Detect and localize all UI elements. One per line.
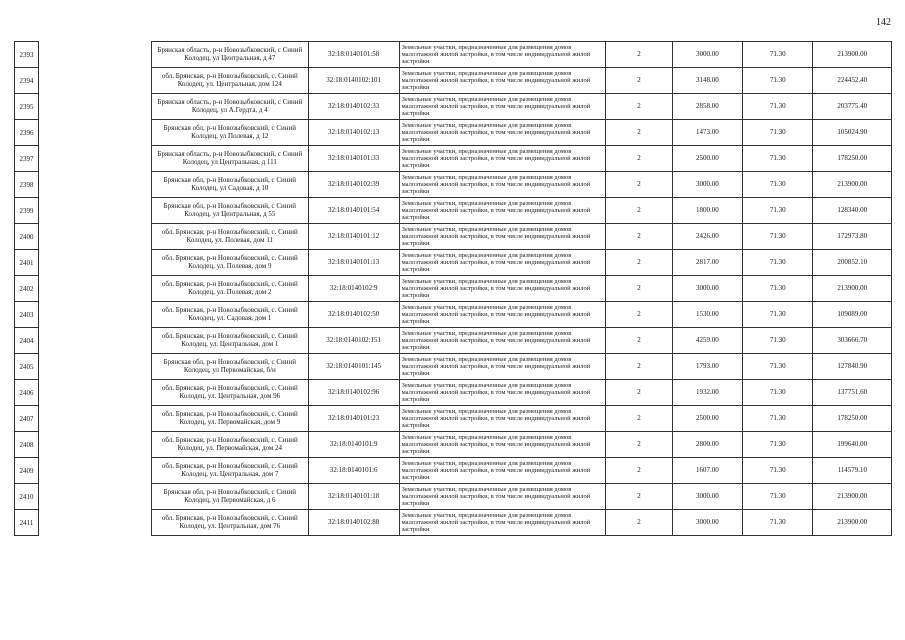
land-use-cell: Земельные участки, предназначенные для размещения домов малоэтажной жилой застройки, в том числе индивидуальной жилой застройки — [399, 484, 606, 510]
row-number: 2411 — [15, 510, 39, 536]
cadastral-value-cell: 109089.00 — [813, 302, 892, 328]
area-cell: 1932.00 — [672, 380, 743, 406]
address-cell: Брянская обл, р-н Новозыбковский, с Синий Колодец, ул Садовая, д 10 — [152, 172, 309, 198]
row-number: 2410 — [15, 484, 39, 510]
area-cell: 1800.00 — [672, 198, 743, 224]
group-number-cell: 2 — [606, 68, 672, 94]
row-number: 2407 — [15, 406, 39, 432]
area-cell: 1473.00 — [672, 120, 743, 146]
cadastral-value-cell: 303666.70 — [813, 328, 892, 354]
group-number-cell: 2 — [606, 198, 672, 224]
table-row — [152, 172, 892, 198]
table-row — [152, 198, 892, 224]
cadastral-number-cell: 32:18:0140102:88 — [308, 510, 399, 536]
cadastral-number-cell: 32:18:0140102:101 — [308, 68, 399, 94]
address-cell: обл. Брянская, р-н Новозыбковский, с. Синий Колодец, ул. Центральная, дом 124 — [152, 68, 309, 94]
group-number-cell: 2 — [606, 328, 672, 354]
row-number: 2400 — [15, 224, 39, 250]
row-number-row — [15, 276, 39, 302]
area-cell: 3000.00 — [672, 172, 743, 198]
land-use-cell: Земельные участки, предназначенные для размещения домов малоэтажной жилой застройки, в том числе индивидуальной жилой застройки — [399, 458, 606, 484]
row-number: 2403 — [15, 302, 39, 328]
address-cell: Брянская обл, р-н Новозыбковский, с Синий Колодец, ул Первомайская, д 6 — [152, 484, 309, 510]
table-row — [152, 94, 892, 120]
area-cell: 2817.00 — [672, 250, 743, 276]
row-number: 2409 — [15, 458, 39, 484]
address-cell: обл. Брянская, р-н Новозыбковский, с. Синий Колодец, ул. Полевая, дом 11 — [152, 224, 309, 250]
cadastral-number-cell: 32:18:0140101:6 — [308, 458, 399, 484]
land-use-cell: Земельные участки, предназначенные для размещения домов малоэтажной жилой застройки, в том числе индивидуальной жилой застройки — [399, 276, 606, 302]
group-number-cell: 2 — [606, 146, 672, 172]
table-row — [152, 458, 892, 484]
table-row — [152, 224, 892, 250]
group-number-cell: 2 — [606, 354, 672, 380]
area-cell: 2426.00 — [672, 224, 743, 250]
specific-value-cell: 71.30 — [743, 406, 813, 432]
area-cell: 1793.00 — [672, 354, 743, 380]
table-row — [152, 484, 892, 510]
cadastral-number-cell: 32:18:0140101:145 — [308, 354, 399, 380]
group-number-cell: 2 — [606, 42, 672, 68]
group-number-cell: 2 — [606, 406, 672, 432]
group-number-cell: 2 — [606, 250, 672, 276]
cadastral-value-cell: 178250.00 — [813, 406, 892, 432]
cadastral-number-cell: 32:18:0140101:23 — [308, 406, 399, 432]
land-use-cell: Земельные участки, предназначенные для размещения домов малоэтажной жилой застройки, в том числе индивидуальной жилой застройки — [399, 432, 606, 458]
table-row — [152, 42, 892, 68]
address-cell: Брянская область, р-н Новозыбковский, с Синий Колодец, ул А.Гердта, д 4 — [152, 94, 309, 120]
land-use-cell: Земельные участки, предназначенные для размещения домов малоэтажной жилой застройки, в том числе индивидуальной жилой застройки — [399, 380, 606, 406]
table-row — [152, 380, 892, 406]
specific-value-cell: 71.30 — [743, 510, 813, 536]
land-use-cell: Земельные участки, предназначенные для размещения домов малоэтажной жилой застройки, в том числе индивидуальной жилой застройки — [399, 354, 606, 380]
land-use-cell: Земельные участки, предназначенные для размещения домов малоэтажной жилой застройки, в том числе индивидуальной жилой застройки — [399, 146, 606, 172]
address-cell: обл. Брянская, р-н Новозыбковский, с. Синий Колодец, ул. Центральная, дом 1 — [152, 328, 309, 354]
row-number-row — [15, 42, 39, 68]
row-number-row — [15, 94, 39, 120]
specific-value-cell: 71.30 — [743, 276, 813, 302]
row-number: 2399 — [15, 198, 39, 224]
row-number-row — [15, 250, 39, 276]
specific-value-cell: 71.30 — [743, 42, 813, 68]
cadastral-number-cell: 32:18:0140102:39 — [308, 172, 399, 198]
cadastral-number-cell: 32:18:0140101:9 — [308, 432, 399, 458]
table-row — [152, 276, 892, 302]
address-cell: обл. Брянская, р-н Новозыбковский, с. Синий Колодец, ул. Полевая, дом 9 — [152, 250, 309, 276]
land-use-cell: Земельные участки, предназначенные для размещения домов малоэтажной жилой застройки, в том числе индивидуальной жилой застройки — [399, 68, 606, 94]
row-number-row — [15, 432, 39, 458]
cadastral-number-cell: 32:18:0140102:9 — [308, 276, 399, 302]
cadastral-number-cell: 32:18:0140101:13 — [308, 250, 399, 276]
land-use-cell: Земельные участки, предназначенные для размещения домов малоэтажной жилой застройки, в том числе индивидуальной жилой застройки — [399, 198, 606, 224]
address-cell: обл. Брянская, р-н Новозыбковский, с. Синий Колодец, ул. Центральная, дом 96 — [152, 380, 309, 406]
group-number-cell: 2 — [606, 120, 672, 146]
row-number: 2394 — [15, 68, 39, 94]
row-number-row — [15, 302, 39, 328]
table-row — [152, 146, 892, 172]
cadastral-value-cell: 213900.00 — [813, 172, 892, 198]
row-number-row — [15, 458, 39, 484]
specific-value-cell: 71.30 — [743, 328, 813, 354]
row-number: 2396 — [15, 120, 39, 146]
row-number-row — [15, 354, 39, 380]
land-use-cell: Земельные участки, предназначенные для размещения домов малоэтажной жилой застройки, в том числе индивидуальной жилой застройки — [399, 510, 606, 536]
group-number-cell: 2 — [606, 94, 672, 120]
area-cell: 1530.00 — [672, 302, 743, 328]
row-number-row — [15, 406, 39, 432]
table-row — [152, 354, 892, 380]
area-cell: 3000.00 — [672, 510, 743, 536]
address-cell: обл. Брянская, р-н Новозыбковский, с. Синий Колодец, ул. Центральная, дом 76 — [152, 510, 309, 536]
table-row — [152, 250, 892, 276]
cadastral-value-cell: 178250.00 — [813, 146, 892, 172]
land-use-cell: Земельные участки, предназначенные для размещения домов малоэтажной жилой застройки, в том числе индивидуальной жилой застройки — [399, 120, 606, 146]
row-number-row — [15, 510, 39, 536]
area-cell: 2858.00 — [672, 94, 743, 120]
group-number-cell: 2 — [606, 380, 672, 406]
row-number-row — [15, 68, 39, 94]
cadastral-value-cell: 200852.10 — [813, 250, 892, 276]
specific-value-cell: 71.30 — [743, 458, 813, 484]
cadastral-number-cell: 32:18:0140102:33 — [308, 94, 399, 120]
row-number-row — [15, 224, 39, 250]
row-number: 2406 — [15, 380, 39, 406]
land-use-cell: Земельные участки, предназначенные для размещения домов малоэтажной жилой застройки, в том числе индивидуальной жилой застройки — [399, 42, 606, 68]
row-number-row — [15, 380, 39, 406]
row-number: 2402 — [15, 276, 39, 302]
specific-value-cell: 71.30 — [743, 432, 813, 458]
specific-value-cell: 71.30 — [743, 120, 813, 146]
area-cell: 3148.00 — [672, 68, 743, 94]
table-row — [152, 432, 892, 458]
cadastral-value-cell: 105024.90 — [813, 120, 892, 146]
area-cell: 1607.00 — [672, 458, 743, 484]
row-number: 2397 — [15, 146, 39, 172]
specific-value-cell: 71.30 — [743, 354, 813, 380]
cadastral-number-cell: 32:18:0140102:96 — [308, 380, 399, 406]
area-cell: 2500.00 — [672, 406, 743, 432]
address-cell: Брянская обл, р-н Новозыбковский, с Синий Колодец, ул Первомайская, б/н — [152, 354, 309, 380]
land-use-cell: Земельные участки, предназначенные для размещения домов малоэтажной жилой застройки, в том числе индивидуальной жилой застройки — [399, 328, 606, 354]
cadastral-number-cell: 32:18:0140101:58 — [308, 42, 399, 68]
cadastral-value-cell: 127840.90 — [813, 354, 892, 380]
row-number-row — [15, 120, 39, 146]
cadastral-value-cell: 172973.80 — [813, 224, 892, 250]
page-number: 142 — [876, 17, 891, 28]
table-row — [152, 120, 892, 146]
row-number-row — [15, 198, 39, 224]
cadastral-number-cell: 32:18:0140102:50 — [308, 302, 399, 328]
land-use-cell: Земельные участки, предназначенные для размещения домов малоэтажной жилой застройки, в том числе индивидуальной жилой застройки — [399, 406, 606, 432]
group-number-cell: 2 — [606, 172, 672, 198]
address-cell: обл. Брянская, р-н Новозыбковский, с. Синий Колодец, ул. Первомайская, дом 24 — [152, 432, 309, 458]
address-cell: Брянская обл, р-н Новозыбковский, с Синий Колодец, ул Центральная, д 55 — [152, 198, 309, 224]
row-number: 2408 — [15, 432, 39, 458]
area-cell: 3000.00 — [672, 42, 743, 68]
land-use-cell: Земельные участки, предназначенные для размещения домов малоэтажной жилой застройки, в том числе индивидуальной жилой застройки — [399, 224, 606, 250]
specific-value-cell: 71.30 — [743, 250, 813, 276]
land-use-cell: Земельные участки, предназначенные для размещения домов малоэтажной жилой застройки, в том числе индивидуальной жилой застройки — [399, 250, 606, 276]
area-cell: 2800.00 — [672, 432, 743, 458]
row-number: 2405 — [15, 354, 39, 380]
specific-value-cell: 71.30 — [743, 172, 813, 198]
table-row — [152, 328, 892, 354]
address-cell: Брянская область, р-н Новозыбковский, с Синий Колодец, ул Центральная, д 47 — [152, 42, 309, 68]
cadastral-number-cell: 32:18:0140101:54 — [308, 198, 399, 224]
table-row — [152, 510, 892, 536]
cadastral-value-cell: 213900.00 — [813, 484, 892, 510]
table-row — [152, 68, 892, 94]
land-use-cell: Земельные участки, предназначенные для размещения домов малоэтажной жилой застройки, в том числе индивидуальной жилой застройки — [399, 302, 606, 328]
cadastral-value-cell: 213900.00 — [813, 276, 892, 302]
row-number: 2395 — [15, 94, 39, 120]
area-cell: 3000.00 — [672, 276, 743, 302]
group-number-cell: 2 — [606, 484, 672, 510]
cadastral-value-cell: 213900.00 — [813, 42, 892, 68]
specific-value-cell: 71.30 — [743, 224, 813, 250]
row-number: 2401 — [15, 250, 39, 276]
cadastral-number-cell: 32:18:0140101:12 — [308, 224, 399, 250]
specific-value-cell: 71.30 — [743, 146, 813, 172]
land-use-cell: Земельные участки, предназначенные для размещения домов малоэтажной жилой застройки, в том числе индивидуальной жилой застройки — [399, 94, 606, 120]
row-number: 2393 — [15, 42, 39, 68]
area-cell: 4259.00 — [672, 328, 743, 354]
table-row — [152, 302, 892, 328]
cadastral-value-cell: 114579.10 — [813, 458, 892, 484]
cadastral-number-cell: 32:18:0140102:151 — [308, 328, 399, 354]
row-number: 2398 — [15, 172, 39, 198]
cadastral-number-cell: 32:18:0140101:33 — [308, 146, 399, 172]
area-cell: 3000.00 — [672, 484, 743, 510]
cadastral-number-cell: 32:18:0140102:13 — [308, 120, 399, 146]
cadastral-number-cell: 32:18:0140101:18 — [308, 484, 399, 510]
specific-value-cell: 71.30 — [743, 68, 813, 94]
address-cell: обл. Брянская, р-н Новозыбковский, с. Синий Колодец, ул. Садовая, дом 1 — [152, 302, 309, 328]
cadastral-value-cell: 203775.40 — [813, 94, 892, 120]
specific-value-cell: 71.30 — [743, 302, 813, 328]
row-number-row — [15, 146, 39, 172]
cadastral-value-cell: 213900.00 — [813, 510, 892, 536]
group-number-cell: 2 — [606, 276, 672, 302]
row-number-row — [15, 172, 39, 198]
cadastral-value-cell: 128340.00 — [813, 198, 892, 224]
group-number-cell: 2 — [606, 432, 672, 458]
row-number-row — [15, 328, 39, 354]
address-cell: Брянская обл, р-н Новозыбковский, с Синий Колодец, ул Полевая, д 12 — [152, 120, 309, 146]
address-cell: обл. Брянская, р-н Новозыбковский, с. Синий Колодец, ул. Первомайская, дом 9 — [152, 406, 309, 432]
row-number-row — [15, 484, 39, 510]
address-cell: Брянская область, р-н Новозыбковский, с Синий Колодец, ул Центральная, д 111 — [152, 146, 309, 172]
land-use-cell: Земельные участки, предназначенные для размещения домов малоэтажной жилой застройки, в том числе индивидуальной жилой застройки — [399, 172, 606, 198]
group-number-cell: 2 — [606, 458, 672, 484]
land-plots-table — [151, 41, 892, 536]
group-number-cell: 2 — [606, 510, 672, 536]
row-number-table — [14, 41, 39, 536]
area-cell: 2500.00 — [672, 146, 743, 172]
cadastral-value-cell: 137751.60 — [813, 380, 892, 406]
cadastral-value-cell: 224452.40 — [813, 68, 892, 94]
address-cell: обл. Брянская, р-н Новозыбковский, с. Синий Колодец, ул. Полевая, дом 2 — [152, 276, 309, 302]
cadastral-value-cell: 199640.00 — [813, 432, 892, 458]
address-cell: обл. Брянская, р-н Новозыбковский, с. Синий Колодец, ул. Центральная, дом 7 — [152, 458, 309, 484]
specific-value-cell: 71.30 — [743, 484, 813, 510]
group-number-cell: 2 — [606, 302, 672, 328]
group-number-cell: 2 — [606, 224, 672, 250]
specific-value-cell: 71.30 — [743, 94, 813, 120]
specific-value-cell: 71.30 — [743, 380, 813, 406]
specific-value-cell: 71.30 — [743, 198, 813, 224]
row-number: 2404 — [15, 328, 39, 354]
table-row — [152, 406, 892, 432]
